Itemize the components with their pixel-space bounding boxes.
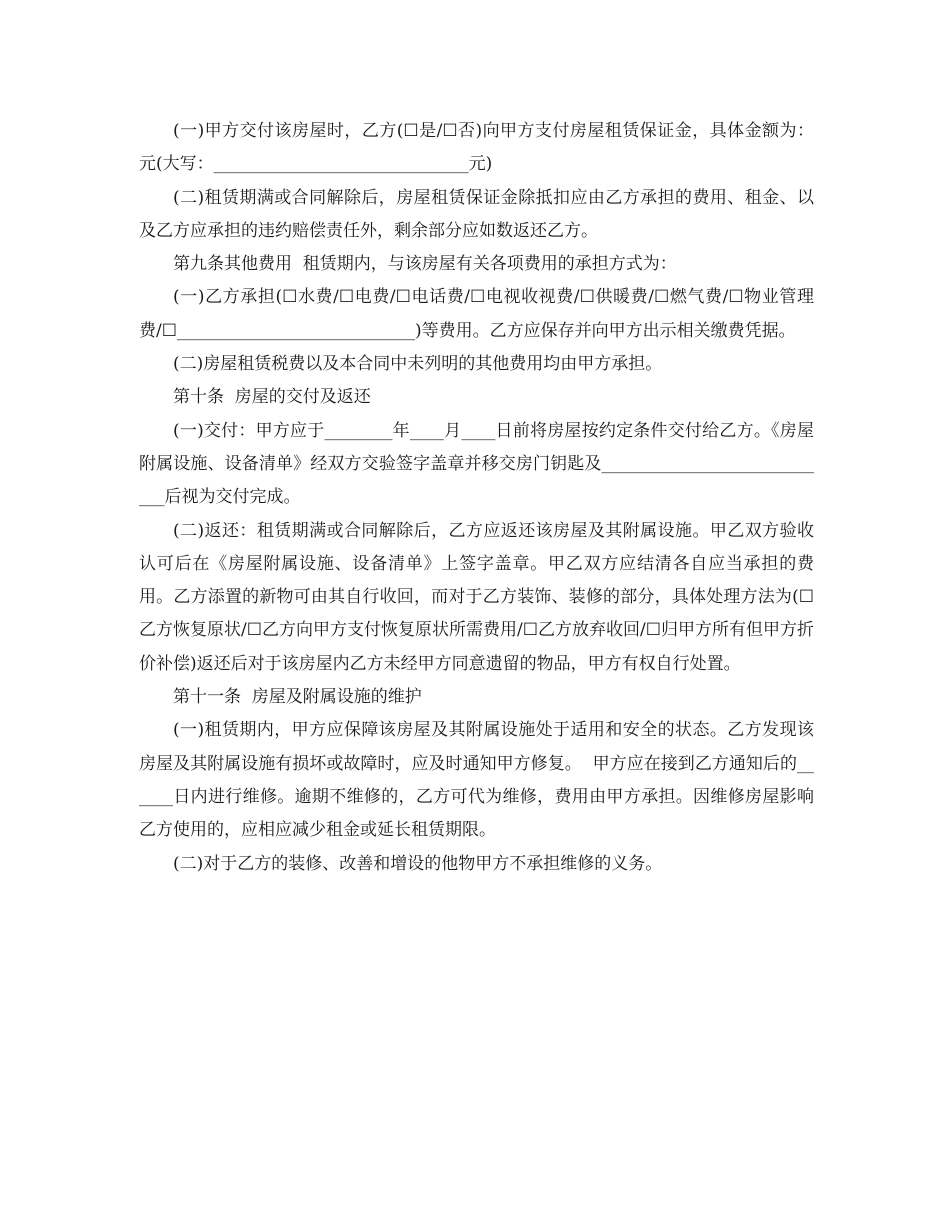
article-11-heading: 第十一条 房屋及附属设施的维护 (173, 687, 422, 708)
paragraph-landlord-fees: (二)房屋租赁税费以及本合同中未列明的其他费用均由甲方承担。 (173, 354, 663, 375)
paragraph-maintenance: (一)租赁期内，甲方应保障该房屋及其附属设施处于适用和安全的状态。乙方发现该房屋及其附属设施有损坏或故障时，应及时通知甲方修复。 甲方应在接到乙方通知后的______日内进行维修。逾期不维修的，乙方可代为维修，费用由甲方承担。因维修房屋影响乙方使用的，应相应减少租金或延长租赁期限。 (139, 720, 814, 841)
article-9-heading: 第九条其他费用 租赁期内，与该房屋有关各项费用的承担方式为： (173, 254, 677, 275)
document-body (139, 115, 825, 881)
paragraph-delivery: (一)交付：甲方应于________年____月____日前将房屋按约定条件交付给乙方。《房屋附属设施、设备清单》经双方交验签字盖章并移交房门钥匙及____________________________后视为交付完成。 (139, 420, 814, 508)
paragraph-deposit-return: (二)租赁期满或合同解除后，房屋租赁保证金除抵扣应由乙方承担的费用、租金、以及乙方应承担的违约赔偿责任外，剩余部分应如数返还乙方。 (139, 187, 814, 241)
paragraph-tenant-improvements: (二)对于乙方的装修、改善和增设的他物甲方不承担维修的义务。 (173, 853, 663, 874)
paragraph-tenant-fees: (一)乙方承担(☐水费/☐电费/☐电话费/☐电视收视费/☐供暖费/☐燃气费/☐物业管理费/☐____________________________)等费用。乙方应保存并向甲方出示相关缴费凭据。 (139, 287, 814, 341)
paragraph-deposit-payment: (一)甲方交付该房屋时，乙方(☐是/☐否)向甲方支付房屋租赁保证金，具体金额为： 元(大写：______________________________元) (139, 121, 825, 175)
paragraph-return: (二)返还：租赁期满或合同解除后，乙方应返还该房屋及其附属设施。甲乙双方验收认可后在《房屋附属设施、设备清单》上签字盖章。甲乙双方应结清各自应当承担的费用。乙方添置的新物可由其自行收回，而对于乙方装饰、装修的部分，具体处理方法为(☐乙方恢复原状/☐乙方向甲方支付恢复原状所需费用/☐乙方放弃收回/☐归甲方所有但甲方折价补偿)返还后对于该房屋内乙方未经甲方同意遗留的物品，甲方有权自行处置。 (139, 520, 814, 674)
article-10-heading: 第十条 房屋的交付及返还 (173, 387, 371, 408)
